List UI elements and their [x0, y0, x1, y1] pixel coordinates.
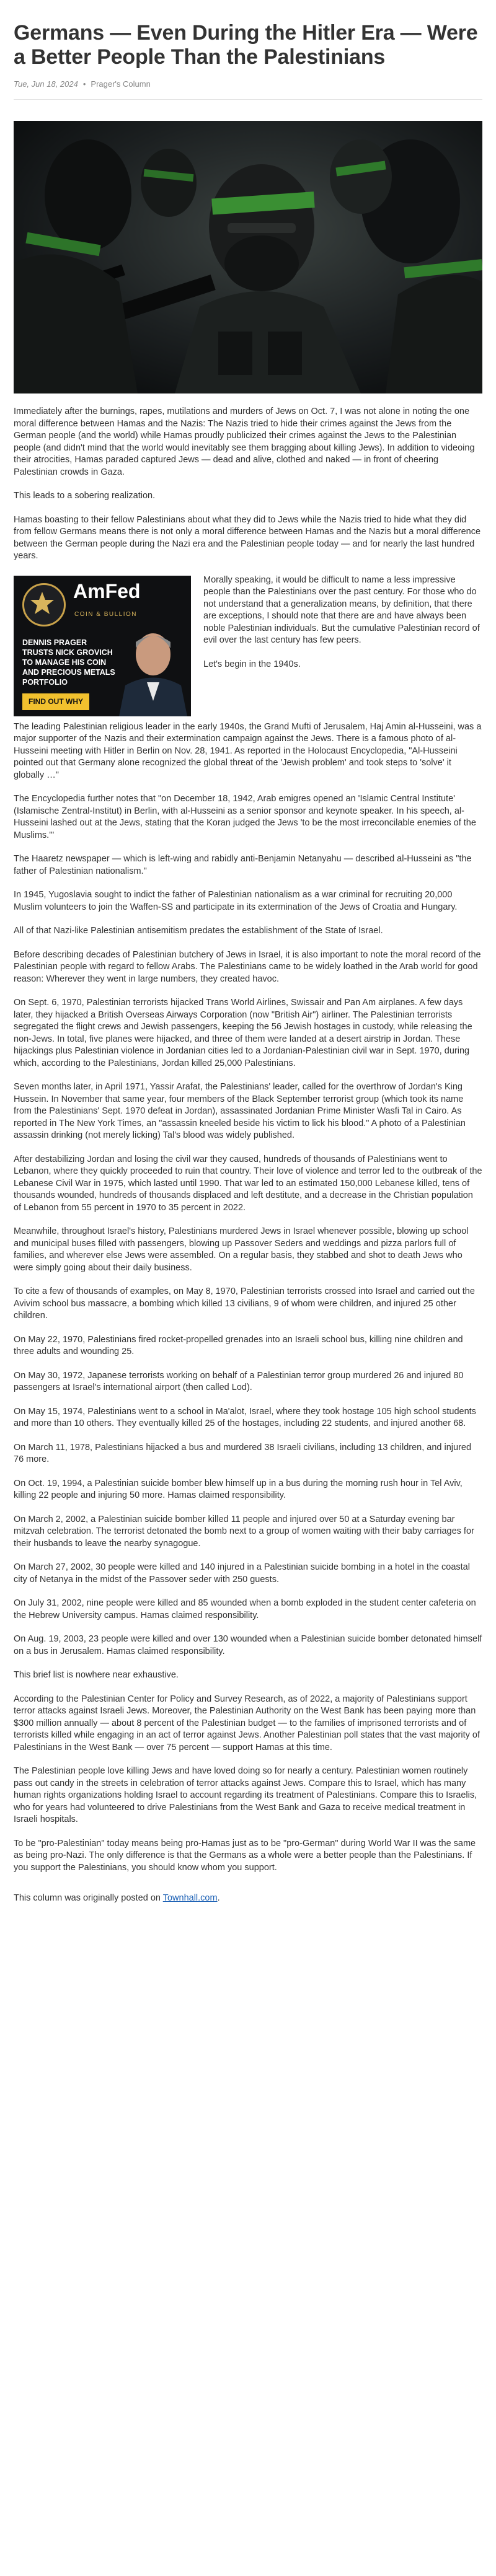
category-link[interactable]: Prager's Column: [91, 79, 151, 89]
paragraph: Seven months later, in April 1971, Yassir Arafat, the Palestinians' leader, called for the overthrow of Jordan's King Hussein. In November that same year, four members of the Black September terrorist group (which took its name from the Palestinians' Sept. 1970 defeat in Jordan), assassinated Jordanian Prime Minister Wasfi Tal in Cairo. As reported in The New York Times, an "assassin kneeled beside his victim to lick his blood." A photo of a Palestinian assassin drinking (not merely licking) Tal's blood was widely published.: [14, 1082, 466, 1140]
paragraph: On Oct. 19, 1994, a Palestinian suicide bomber blew himself up in a bus during the morning rush hour in Tel Aviv, killing 22 people and injuring 50 more. Hamas claimed responsibility.: [14, 1478, 463, 1500]
paragraph: On July 31, 2002, nine people were killed and 85 wounded when a bomb exploded in the student center cafeteria on the Hebrew University campus. Hamas claimed responsibility.: [14, 1598, 476, 1620]
paragraph: After destabilizing Jordan and losing the civil war they caused, hundreds of thousands of Palestinians went to Lebanon, where they quickly proceeded to ruin that country. Their love of violence and terror led to the outbreak of the Lebanese Civil War in 1975, which lasted until 1990. That war led to an estimated 150,000 Lebanese killed, tens of thousands wounded, hundreds of thousands displaced and left destitute, and a decrease in the Christian population of Lebanon from 55 percent in 1970 to 35 percent in 2022.: [14, 1154, 482, 1213]
paragraph: In 1945, Yugoslavia sought to indict the father of Palestinian nationalism as a war criminal for recruiting 20,000 Muslim volunteers to join the Waffen-SS and participate in its extermination of the Jews of Croatia and Hungary.: [14, 890, 458, 912]
page-title: Germans — Even During the Hitler Era — Were a Better People Than the Palestinians: [14, 21, 478, 69]
star-logo-icon: [22, 583, 66, 626]
paragraph: Let's begin in the 1940s.: [203, 659, 301, 669]
paragraph: Hamas boasting to their fellow Palestinians about what they did to Jews while the Nazis tried to hide what they did from fellow Germans means there is not only a moral difference between Hamas and the Nazis but a moral difference between the German people during the Nazi era and the Palestinian people today — and for nearly the last hundred years.: [14, 514, 481, 561]
paragraph: Immediately after the burnings, rapes, mutilations and murders of Jews on Oct. 7, I was not alone in noting the one moral difference between Hamas and the Nazis: The Nazis tried to hide their crimes against the Jews from the German people (and the world) while Hamas proudly publicized their crimes against the Jews to the Palestinian people (and didn't mind that the world would inevitably see them bragging about killing Jews). In addition to videoing their atrocities, Hamas paraded captured Jews — dead and alive, clothed and naked — in front of cheering Palestinian crowds in Gaza.: [14, 407, 475, 477]
ad-text: DENNIS PRAGER TRUSTS NICK GROVICH TO MANAGE HIS COIN AND PRECIOUS METALS PORTFOLIO: [22, 638, 115, 687]
ad-subtitle: COIN & BULLION: [74, 610, 138, 618]
paragraph: On Sept. 6, 1970, Palestinian terrorists hijacked Trans World Airlines, Swissair and Pan Am airplanes. A few days later, they hijacked a British Overseas Airways Corporation (now "British Air") airliner. The Palestinian terrorists segregated the flight crews and Jewish passengers, keeping the 56 Jewish hostages in custody, while releasing the non-Jews. In total, five planes were hijacked, and three of them were landed at a desert airstrip in Jordan. These hijackings plus Palestinian violence in Jordanian cities led to a Jordanian-Palestinian civil war in Sept. 1970, during which, according to the Palestinians, Jordan killed 25,000 Palestinians.: [14, 998, 472, 1068]
paragraph: On May 30, 1972, Japanese terrorists working on behalf of a Palestinian terror group murdered 26 and injured 80 passengers at Israel's international airport (then called Lod).: [14, 1370, 464, 1392]
article-meta: [14, 79, 482, 90]
paragraph: To be "pro-Palestinian" today means being pro-Hamas just as to be "pro-German" during World War II was the same as being pro-Nazi. The only difference is that the Germans as a whole were a better people than the Palestinians. If you support the Palestinians, you should know whom you support.: [14, 1838, 476, 1873]
footer-note: [14, 1892, 482, 1905]
paragraph: Morally speaking, it would be difficult to name a less impressive people than the Palestinians over the past century. For those who do not understand that a generalization means, by definition, that there are exceptions, I should note that there are and have always been noble Palestinian individuals. But the cumulative Palestinian record of evil over the last century has few peers.: [203, 574, 480, 645]
ad-portrait: [119, 626, 187, 716]
paragraph: On March 2, 2002, a Palestinian suicide bomber killed 11 people and injured over 50 at a Saturday evening bar mitzvah celebration. The terrorist detonated the bomb next to a group of women waiting with their baby carriages for their husbands to leave the nearby synagogue.: [14, 1514, 474, 1549]
paragraph: This brief list is nowhere near exhaustive.: [14, 1670, 179, 1680]
paragraph: The Haaretz newspaper — which is left-wing and rabidly anti-Benjamin Netanyahu — described al-Husseini as "the father of Palestinian nationalism.": [14, 854, 472, 876]
meta-separator: •: [82, 79, 86, 89]
footer-suffix: .: [217, 1893, 220, 1903]
footer-prefix: This column was originally posted on: [14, 1893, 163, 1903]
article-body: [14, 406, 482, 1905]
ad-cta-button[interactable]: FIND OUT WHY: [22, 693, 89, 711]
paragraph: The leading Palestinian religious leader in the early 1940s, the Grand Mufti of Jerusalem, Haj Amin al-Husseini, was a major supporter of the Nazis and their extermination campaign against the Jews. There is a famous photo of al-Husseini meeting with Hitler in Berlin on Nov. 28, 1941. As reported in the Holocaust Encyclopedia, "Al-Husseini pointed out that Germany alone recognized the global threat of the 'Jewish problem' and took steps to 'solve' it globally …": [14, 721, 482, 780]
ad-brand: AmFed: [73, 579, 141, 602]
paragraph: Before describing decades of Palestinian butchery of Jews in Israel, it is also important to note the moral record of the Palestinian people with regard to fellow Arabs. The Palestinians came to be widely loathed in the Arab world for good reason: Wherever they went in large numbers, they created havoc.: [14, 949, 481, 984]
paragraph: All of that Nazi-like Palestinian antisemitism predates the establishment of the State of Israel.: [14, 926, 383, 936]
townhall-link[interactable]: Townhall.com: [162, 1893, 218, 1903]
paragraph: On March 27, 2002, 30 people were killed and 140 injured in a Palestinian suicide bombing in a hotel in the coastal city of Netanya in the midst of the Passover seder with 250 guests.: [14, 1562, 470, 1585]
publish-date: Tue, Jun 18, 2024: [14, 79, 78, 89]
paragraph: The Encyclopedia further notes that "on December 18, 1942, Arab emigres opened an 'Islamic Central Institute' (Islamische Zentral-Institut) in Berlin, with al-Husseini as a senior sponsor and keynote speaker. In his speech, al-Husseini lashed out at the Jews, stating that the Koran judged the Jews 'to be the most irreconcilable enemies of the Muslims.'": [14, 794, 476, 840]
title-divider: [14, 99, 482, 100]
paragraph: According to the Palestinian Center for Policy and Survey Research, as of 2022, a majority of Palestinians support terror attacks against Israeli Jews. Moreover, the Palestinian Authority on the West Bank has been paying more than $300 million annually — about 8 percent of the Palestinian budget — to the families of imprisoned terrorists and of terrorists killed while engaging in an act of terror against Jews. Another Palestinian poll states that the vast majority of Palestinians in the West Bank — over 75 percent — support Hamas at this time.: [14, 1694, 480, 1752]
paragraph: On March 11, 1978, Palestinians hijacked a bus and murdered 38 Israeli civilians, including 13 children, and injured 76 more.: [14, 1442, 472, 1464]
paragraph: Meanwhile, throughout Israel's history, Palestinians murdered Jews in Israel whenever possible, blowing up school and municipal buses filled with passengers, blowing up Passover Seders and weddings and pizza parlors full of families, and wherever else Jews were assembled. On a regular basis, they stabbed and shot to death Jews who were simply going about their daily business.: [14, 1226, 469, 1273]
paragraph: On May 22, 1970, Palestinians fired rocket-propelled grenades into an Israeli school bus, killing nine children and three adults and wounding 25.: [14, 1334, 463, 1356]
hero-image: [14, 121, 482, 393]
paragraph: On Aug. 19, 2003, 23 people were killed and over 130 wounded when a Palestinian suicide bomber detonated himself on a bus in Jerusalem. Hamas claimed responsibility.: [14, 1634, 482, 1656]
paragraph: The Palestinian people love killing Jews and have loved doing so for nearly a century. Palestinian women routinely pass out candy in the streets in celebration of terror attacks against Jews. Compare this to Israel, which has many human rights organizations holding Israel to account regarding its treatment of Palestinians. Compare this to Israelis, who for years had volunteered to drive Palestinians from the West Bank and Gaza to receive medical treatment in Israeli hospitals.: [14, 1766, 477, 1824]
amfed-advertisement[interactable]: [14, 576, 191, 716]
militants-photo: [14, 121, 482, 393]
paragraph: To cite a few of thousands of examples, on May 8, 1970, Palestinian terrorists crossed into Israel and carried out the Avivim school bus massacre, a bombing which killed 13 civilians, 9 of whom were children, and injured 25 other children.: [14, 1286, 475, 1321]
paragraph: This leads to a sobering realization.: [14, 491, 156, 501]
paragraph: On May 15, 1974, Palestinians went to a school in Ma'alot, Israel, where they took hostage 105 high school students and more than 10 others. They eventually killed 25 of the hostages, including 22 students, and injured another 68.: [14, 1406, 476, 1428]
